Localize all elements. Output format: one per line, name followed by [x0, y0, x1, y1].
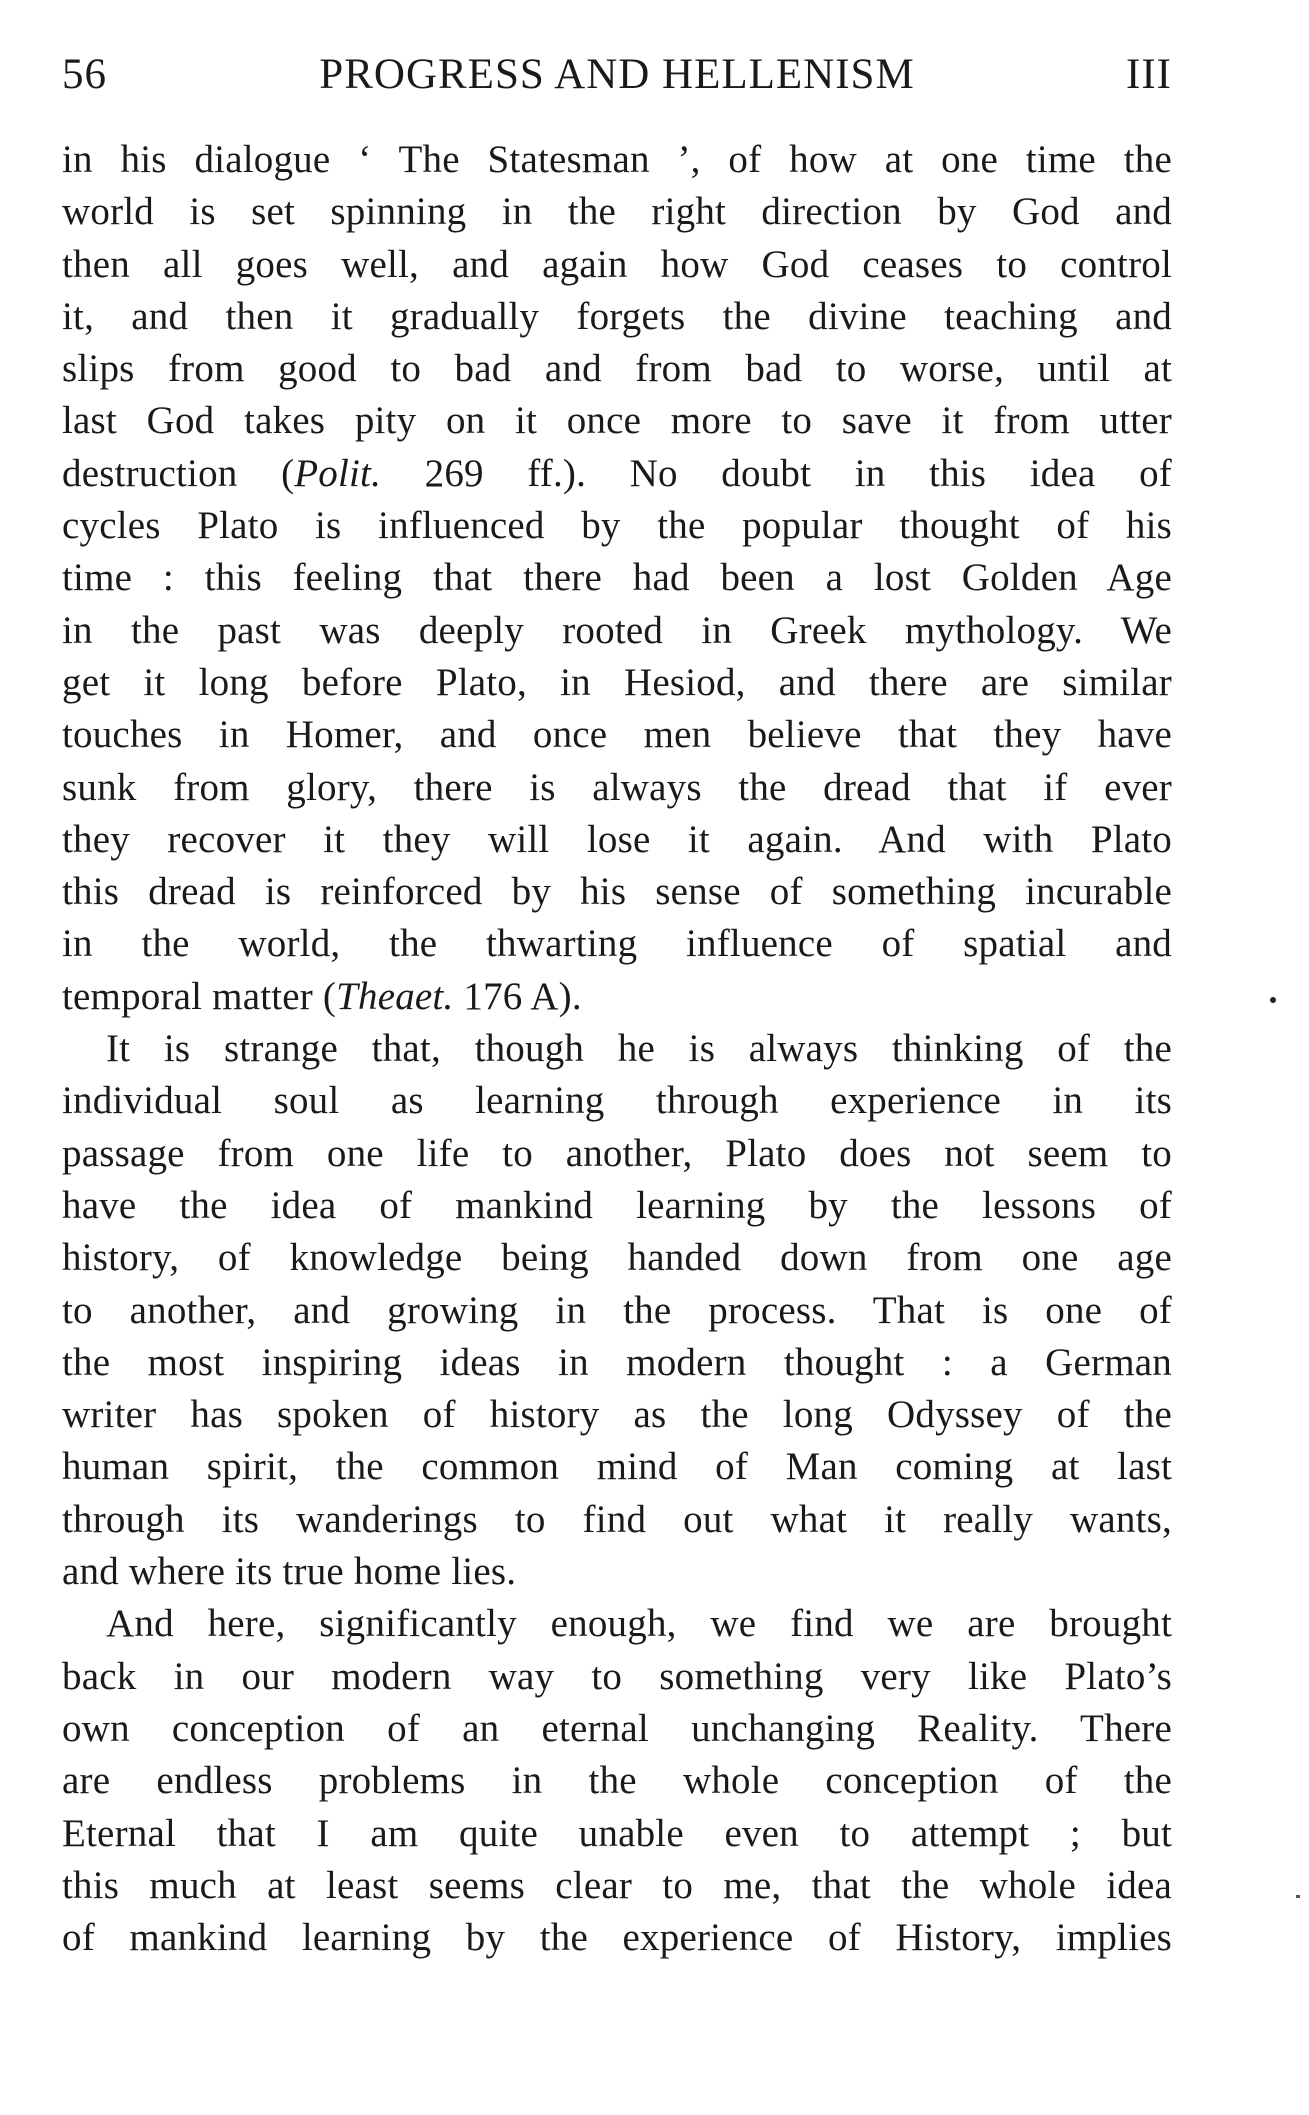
text-line: then all goes well, and again how God ceases to control — [62, 242, 1172, 286]
text-line: individual soul as learning through experience in its — [62, 1079, 1172, 1123]
text-line: temporal matter (Theaet. 176 A). — [62, 974, 582, 1018]
text-line: this much at least seems clear to me, that the whole idea — [62, 1863, 1172, 1907]
paragraph-3 — [62, 1598, 1172, 1964]
text-line: time : this feeling that there had been a lost Golden Age — [62, 556, 1172, 600]
text-line: destruction (Polit. 269 ff.). No doubt in this idea of — [62, 451, 1172, 495]
text-line: history, of knowledge being handed down from one age — [62, 1236, 1172, 1280]
text-line: have the idea of mankind learning by the lessons of — [62, 1183, 1172, 1227]
text-line: It is strange that, though he is always thinking of the — [106, 1027, 1172, 1071]
text-line: are endless problems in the whole conception of the — [62, 1759, 1172, 1803]
text-line: writer has spoken of history as the long Odyssey of the — [62, 1393, 1172, 1437]
text-line: Eternal that I am quite unable even to attempt ; but — [62, 1811, 1172, 1855]
text-line: this dread is reinforced by his sense of something incurable — [62, 870, 1172, 914]
text-line: they recover it they will lose it again. And with Plato — [62, 817, 1172, 861]
text-line: touches in Homer, and once men believe that they have — [62, 713, 1172, 757]
paragraph-2 — [62, 1023, 1172, 1598]
text-line: through its wanderings to find out what it really wants, — [62, 1497, 1172, 1541]
paragraph-1 — [62, 134, 1172, 1023]
page-number: 56 — [62, 51, 107, 98]
text-line: in his dialogue ‘ The Statesman ’, of how at one time the — [62, 138, 1172, 181]
text-line: back in our modern way to something very like Plato’s — [62, 1654, 1172, 1698]
text-line: passage from one life to another, Plato does not seem to — [62, 1131, 1172, 1175]
text-line: own conception of an eternal unchanging Reality. There — [62, 1706, 1172, 1750]
book-page — [62, 50, 1172, 1964]
text-line: of mankind learning by the experience of History, implies — [62, 1916, 1172, 1960]
text-line: the most inspiring ideas in modern thought : a German — [62, 1340, 1172, 1384]
text-line: and where its true home lies. — [62, 1550, 517, 1594]
page-header — [62, 50, 1172, 114]
text-line: slips from good to bad and from bad to worse, until at — [62, 347, 1172, 391]
text-line: world is set spinning in the right direction by God and — [62, 190, 1172, 234]
text-line: sunk from glory, there is always the dread that if ever — [62, 765, 1172, 809]
text-line: it, and then it gradually forgets the divine teaching and — [62, 294, 1172, 338]
text-line: cycles Plato is influenced by the popular thought of his — [62, 504, 1172, 548]
text-line: And here, significantly enough, we find we are brought — [106, 1602, 1172, 1646]
text-line: get it long before Plato, in Hesiod, and there are similar — [62, 660, 1172, 704]
text-line: in the past was deeply rooted in Greek mythology. We — [62, 608, 1172, 652]
running-title: PROGRESS AND HELLENISM — [319, 51, 915, 98]
text-line: to another, and growing in the process. That is one of — [62, 1288, 1172, 1332]
text-line: last God takes pity on it once more to save it from utter — [62, 399, 1172, 443]
ink-speck — [1296, 1895, 1300, 1898]
ink-speck — [1270, 997, 1276, 1003]
text-line: human spirit, the common mind of Man coming at last — [62, 1445, 1172, 1489]
text-line: in the world, the thwarting influence of spatial and — [62, 922, 1172, 966]
chapter-number: III — [1126, 51, 1172, 98]
body-text — [62, 134, 1172, 1964]
